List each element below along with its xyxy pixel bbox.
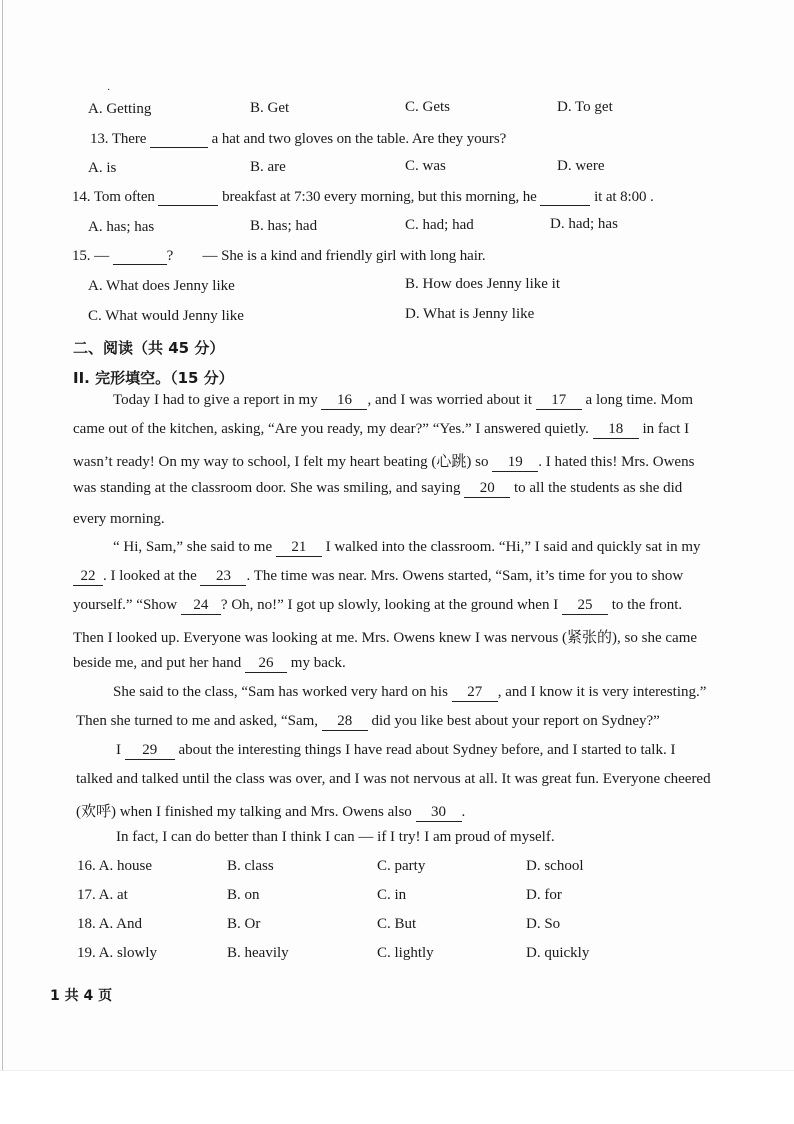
blank-26: 26 xyxy=(245,655,287,673)
q13-stem xyxy=(90,131,506,148)
q14-blank-1 xyxy=(158,190,218,206)
passage-line-1 xyxy=(113,392,693,410)
q19-option-a: 19. A. slowly xyxy=(77,945,158,961)
passage-line-13 xyxy=(116,742,675,760)
blank-17: 17 xyxy=(536,392,582,410)
blank-20: 20 xyxy=(464,480,510,498)
passage-line-5: every morning. xyxy=(73,511,165,527)
q15-option-c: C. What would Jenny like xyxy=(88,308,244,324)
passage-text: about the interesting things I have read about Sydney before, and I started to talk. I xyxy=(178,742,676,758)
q15-prefix: 15. — xyxy=(72,248,110,264)
passage-text: to the front. xyxy=(611,597,683,613)
passage-text: Then she turned to me and asked, “Sam, xyxy=(76,713,319,729)
passage-line-15 xyxy=(76,800,465,822)
q18-option-b: B. Or xyxy=(227,916,261,932)
q14-option-c: C. had; had xyxy=(405,217,474,233)
passage-line-11 xyxy=(113,684,706,702)
q13-suffix: a hat and two gloves on the table. Are they yours? xyxy=(211,131,507,147)
q14-blank-2 xyxy=(540,190,590,206)
blank-18: 18 xyxy=(593,421,639,439)
blank-16: 16 xyxy=(321,392,367,410)
q12-option-b: B. Get xyxy=(250,100,290,116)
passage-text: was standing at the classroom door. She was smiling, and saying xyxy=(73,480,461,496)
page-footer: 1 共 4 页 xyxy=(50,988,113,1004)
blank-27: 27 xyxy=(452,684,498,702)
q16-option-a: 16. A. house xyxy=(77,858,152,874)
q13-option-d: D. were xyxy=(557,158,605,174)
q16-option-b: B. class xyxy=(227,858,274,874)
passage-text: to all the students as she did xyxy=(513,480,683,496)
q13-prefix: 13. There xyxy=(90,131,147,147)
blank-21: 21 xyxy=(276,539,322,557)
passage-line-6 xyxy=(113,539,701,557)
q17-option-a: 17. A. at xyxy=(77,887,128,903)
q17-option-c: C. in xyxy=(377,887,407,903)
passage-line-2 xyxy=(73,421,689,439)
passage-text: my back. xyxy=(290,655,346,671)
q15-blank xyxy=(113,249,167,265)
passage-line-8 xyxy=(73,597,682,615)
passage-text: , and I was worried about it xyxy=(367,392,533,408)
passage-text: Today I had to give a report in my xyxy=(113,392,318,408)
q13-option-c: C. was xyxy=(405,158,446,174)
q16-option-d: D. school xyxy=(526,858,584,874)
passage-line-14: talked and talked until the class was over, and I was not nervous at all. It was great fun. Everyone cheered xyxy=(76,771,711,787)
blank-29: 29 xyxy=(125,742,175,760)
q12-option-d: D. To get xyxy=(557,99,613,115)
passage-line-9: Then I looked up. Everyone was looking at me. Mrs. Owens knew I was nervous (紧张的), so she came xyxy=(73,630,698,646)
passage-text: a long time. Mom xyxy=(585,392,694,408)
q14-prefix: 14. Tom often xyxy=(72,189,155,205)
q17-option-b: B. on xyxy=(227,887,260,903)
section-2-title: 二、阅读（共 45 分） xyxy=(73,339,225,357)
q14-option-d: D. had; has xyxy=(550,216,618,232)
q18-option-a: 18. A. And xyxy=(77,916,143,932)
q18-option-c: C. But xyxy=(377,916,417,932)
q15-option-d: D. What is Jenny like xyxy=(405,306,535,322)
q15-option-b: B. How does Jenny like it xyxy=(405,276,560,292)
q15-stem xyxy=(72,248,486,265)
q13-option-b: B. are xyxy=(250,159,286,175)
scan-dot: · xyxy=(107,85,111,96)
passage-text: did you like best about your report on Sydney?” xyxy=(371,713,660,729)
blank-28: 28 xyxy=(322,713,368,731)
passage-text: . xyxy=(461,804,466,820)
part-ii-title: II. 完形填空。（15 分） xyxy=(73,369,234,387)
passage-text: . I looked at the xyxy=(103,568,197,584)
passage-line-12 xyxy=(76,713,660,731)
q15-option-a: A. What does Jenny like xyxy=(88,278,235,294)
passage-text: yourself.” “Show xyxy=(73,597,178,613)
q13-blank xyxy=(150,132,208,148)
blank-19: 19 xyxy=(492,454,538,472)
passage-text: in fact I xyxy=(642,421,690,437)
passage-text: , and I know it is very interesting.” xyxy=(497,684,707,700)
passage-text: She said to the class, “Sam has worked very hard on his xyxy=(113,684,448,700)
q19-option-c: C. lightly xyxy=(377,945,434,961)
q13-option-a: A. is xyxy=(88,160,117,176)
passage-text: wasn’t ready! On my way to school, I felt my heart beating (心跳) so xyxy=(73,454,489,470)
passage-text: I walked into the classroom. “Hi,” I said and quickly sat in my xyxy=(325,539,701,555)
q18-option-d: D. So xyxy=(526,916,561,932)
passage-line-10 xyxy=(73,655,346,673)
q12-option-a: A. Getting xyxy=(88,101,152,117)
passage-text: “ Hi, Sam,” she said to me xyxy=(113,539,273,555)
q19-option-b: B. heavily xyxy=(227,945,289,961)
q14-middle: breakfast at 7:30 every morning, but this morning, he xyxy=(222,189,537,205)
q14-stem xyxy=(72,189,654,206)
passage-text: ? Oh, no!” I got up slowly, looking at the ground when I xyxy=(220,597,559,613)
q12-option-c: C. Gets xyxy=(405,99,450,115)
passage-text: . The time was near. Mrs. Owens started, “Sam, it’s time for you to show xyxy=(246,568,684,584)
q14-option-a: A. has; has xyxy=(88,219,155,235)
blank-24: 24 xyxy=(181,597,221,615)
blank-22: 22 xyxy=(73,568,103,586)
passage-text: . I hated this! Mrs. Owens xyxy=(538,454,695,470)
scan-edge-line xyxy=(2,0,3,1070)
blank-23: 23 xyxy=(200,568,246,586)
passage-line-3 xyxy=(73,450,694,472)
passage-line-4 xyxy=(73,480,682,498)
passage-text: came out of the kitchen, asking, “Are you ready, my dear?” “Yes.” I answered quietly. xyxy=(73,421,589,437)
passage-text: (欢呼) when I finished my talking and Mrs. Owens also xyxy=(76,804,412,820)
q16-option-c: C. party xyxy=(377,858,426,874)
q17-option-d: D. for xyxy=(526,887,562,903)
q15-mark: ? xyxy=(166,248,174,264)
q19-option-d: D. quickly xyxy=(526,945,590,961)
passage-text: I xyxy=(116,742,121,758)
q14-suffix: it at 8:00 . xyxy=(594,189,654,205)
passage-line-16: In fact, I can do better than I think I can — if I try! I am proud of myself. xyxy=(116,829,555,845)
blank-25: 25 xyxy=(562,597,608,615)
passage-line-7 xyxy=(73,568,683,586)
passage-text: beside me, and put her hand xyxy=(73,655,242,671)
q15-answer: — She is a kind and friendly girl with long hair. xyxy=(202,248,486,264)
blank-30: 30 xyxy=(416,804,462,822)
page-bottom-margin xyxy=(0,1070,794,1124)
q14-option-b: B. has; had xyxy=(250,218,318,234)
